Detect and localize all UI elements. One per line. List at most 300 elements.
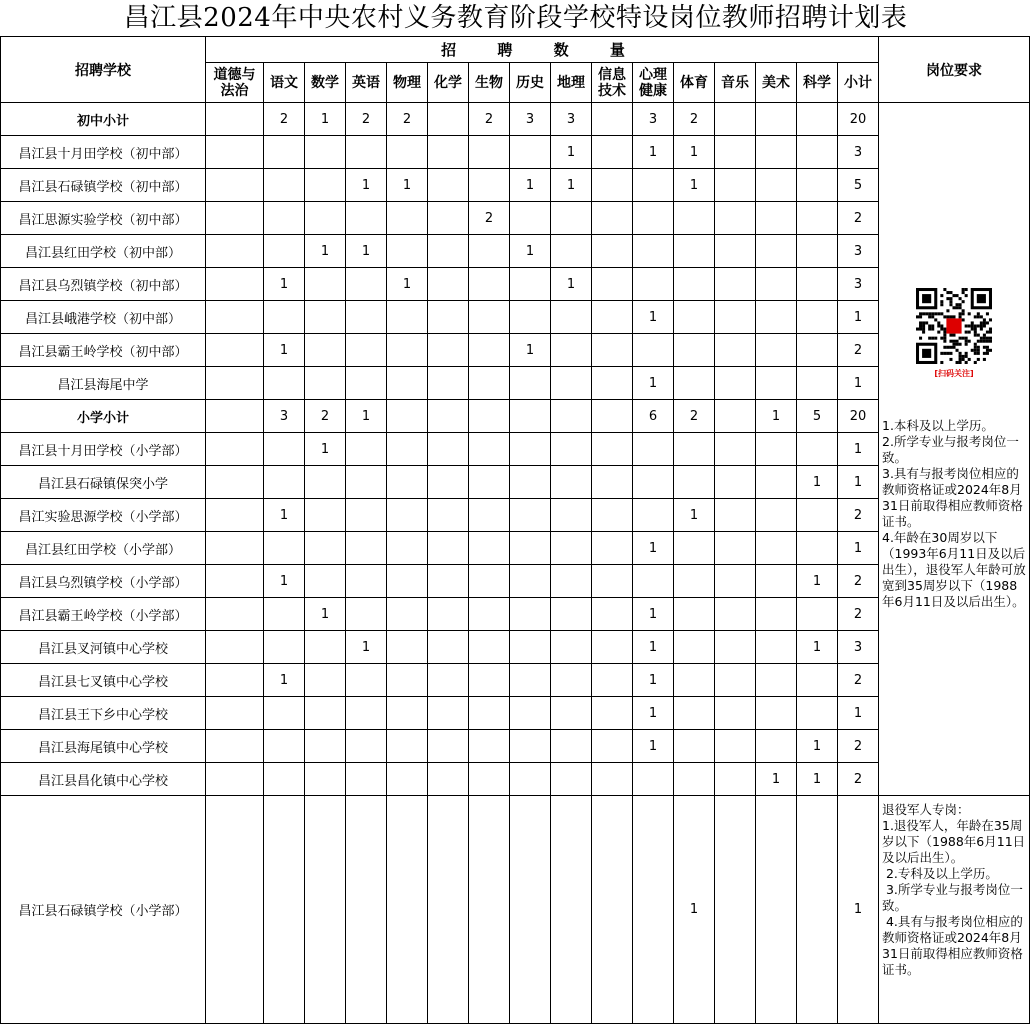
quantity-cell — [715, 235, 756, 268]
quantity-cell — [264, 598, 305, 631]
quantity-cell — [551, 532, 592, 565]
subtotal-row — [1, 103, 1030, 136]
quantity-cell — [469, 763, 510, 796]
quantity-cell — [387, 697, 428, 730]
school-name: 小学小计 — [1, 400, 206, 433]
quantity-cell — [206, 763, 264, 796]
subtotal-cell: 3 — [838, 631, 879, 664]
quantity-cell — [387, 796, 428, 1024]
quantity-cell — [264, 697, 305, 730]
quantity-cell — [510, 631, 551, 664]
quantity-cell — [551, 400, 592, 433]
quantity-cell — [674, 433, 715, 466]
quantity-cell — [305, 763, 346, 796]
subtotal-cell: 20 — [838, 103, 879, 136]
school-name: 昌江县石碌镇学校（初中部） — [1, 169, 206, 202]
quantity-cell — [346, 301, 387, 334]
quantity-cell: 1 — [264, 334, 305, 367]
quantity-cell — [756, 664, 797, 697]
quantity-cell: 2 — [469, 202, 510, 235]
quantity-cell — [551, 367, 592, 400]
quantity-cell — [510, 532, 551, 565]
quantity-cell — [469, 796, 510, 1024]
quantity-cell — [206, 730, 264, 763]
header-subject: 音乐 — [715, 63, 756, 103]
quantity-cell — [674, 532, 715, 565]
header-subject: 地理 — [551, 63, 592, 103]
quantity-cell — [551, 499, 592, 532]
quantity-cell — [592, 466, 633, 499]
quantity-cell — [387, 136, 428, 169]
quantity-cell — [305, 532, 346, 565]
quantity-cell — [715, 202, 756, 235]
quantity-cell — [305, 169, 346, 202]
quantity-cell — [469, 301, 510, 334]
quantity-cell — [305, 697, 346, 730]
quantity-cell — [756, 697, 797, 730]
quantity-cell — [715, 400, 756, 433]
quantity-cell — [797, 367, 838, 400]
quantity-cell: 1 — [633, 136, 674, 169]
quantity-cell — [305, 136, 346, 169]
quantity-cell — [206, 697, 264, 730]
quantity-cell — [469, 532, 510, 565]
quantity-cell — [206, 367, 264, 400]
quantity-cell — [264, 433, 305, 466]
quantity-cell: 3 — [264, 400, 305, 433]
quantity-cell: 1 — [387, 169, 428, 202]
quantity-cell — [510, 301, 551, 334]
quantity-cell — [206, 796, 264, 1024]
quantity-cell — [551, 664, 592, 697]
quantity-cell: 1 — [305, 235, 346, 268]
quantity-cell: 1 — [264, 268, 305, 301]
quantity-cell — [346, 532, 387, 565]
quantity-cell — [797, 103, 838, 136]
quantity-cell — [674, 268, 715, 301]
quantity-cell: 1 — [346, 631, 387, 664]
quantity-cell — [674, 202, 715, 235]
quantity-cell — [715, 499, 756, 532]
table-row — [1, 664, 1030, 697]
quantity-cell — [715, 169, 756, 202]
subtotal-cell: 1 — [838, 433, 879, 466]
quantity-cell — [715, 532, 756, 565]
subtotal-cell: 1 — [838, 796, 879, 1024]
header-subject: 语文 — [264, 63, 305, 103]
school-name: 昌江县叉河镇中心学校 — [1, 631, 206, 664]
quantity-cell — [715, 367, 756, 400]
quantity-cell — [387, 598, 428, 631]
header-quantity: 招 聘 数 量 — [206, 37, 879, 63]
quantity-cell — [674, 301, 715, 334]
quantity-cell — [715, 631, 756, 664]
requirement-line: 1.本科及以上学历。 — [882, 418, 994, 433]
quantity-cell: 1 — [551, 268, 592, 301]
quantity-cell — [305, 631, 346, 664]
subtotal-cell: 2 — [838, 202, 879, 235]
quantity-cell — [469, 466, 510, 499]
quantity-cell — [551, 334, 592, 367]
quantity-cell — [633, 202, 674, 235]
quantity-cell — [206, 631, 264, 664]
quantity-cell — [756, 334, 797, 367]
quantity-cell — [715, 136, 756, 169]
quantity-cell — [305, 268, 346, 301]
quantity-cell: 1 — [756, 763, 797, 796]
school-name: 昌江县海尾镇中心学校 — [1, 730, 206, 763]
quantity-cell — [797, 268, 838, 301]
quantity-cell: 1 — [633, 598, 674, 631]
quantity-cell — [592, 631, 633, 664]
school-name: 昌江思源实验学校（初中部） — [1, 202, 206, 235]
quantity-cell — [346, 598, 387, 631]
quantity-cell — [206, 664, 264, 697]
quantity-cell — [592, 235, 633, 268]
quantity-cell — [469, 400, 510, 433]
table-row — [1, 235, 1030, 268]
school-name: 初中小计 — [1, 103, 206, 136]
quantity-cell — [206, 334, 264, 367]
quantity-cell — [797, 235, 838, 268]
quantity-cell — [633, 565, 674, 598]
table-row — [1, 730, 1030, 763]
quantity-cell: 1 — [264, 565, 305, 598]
quantity-cell — [797, 433, 838, 466]
quantity-cell — [592, 367, 633, 400]
header-subject: 信息 技术 — [592, 63, 633, 103]
quantity-cell — [715, 598, 756, 631]
quantity-cell — [206, 103, 264, 136]
requirement-line: 4.年龄在30周岁以下（1993年6月11日及以后出生），退役军人年龄可放宽到35周岁以下（1988年6月11日及以后出生）。 — [882, 530, 1026, 609]
quantity-cell — [428, 136, 469, 169]
quantity-cell: 1 — [264, 664, 305, 697]
quantity-cell — [592, 697, 633, 730]
quantity-cell — [387, 202, 428, 235]
quantity-cell: 1 — [756, 400, 797, 433]
quantity-cell — [428, 499, 469, 532]
table-row — [1, 268, 1030, 301]
quantity-cell — [206, 136, 264, 169]
quantity-cell: 1 — [674, 499, 715, 532]
quantity-cell: 1 — [633, 664, 674, 697]
subtotal-cell: 2 — [838, 730, 879, 763]
subtotal-cell: 2 — [838, 499, 879, 532]
quantity-cell — [756, 367, 797, 400]
table-row — [1, 532, 1030, 565]
quantity-cell — [428, 433, 469, 466]
quantity-cell — [428, 631, 469, 664]
quantity-cell — [510, 367, 551, 400]
quantity-cell — [592, 763, 633, 796]
quantity-cell — [551, 598, 592, 631]
quantity-cell: 1 — [510, 169, 551, 202]
quantity-cell — [510, 796, 551, 1024]
quantity-cell — [346, 466, 387, 499]
quantity-cell — [674, 697, 715, 730]
quantity-cell — [797, 334, 838, 367]
quantity-cell — [797, 136, 838, 169]
school-name: 昌江县红田学校（初中部） — [1, 235, 206, 268]
school-name: 昌江县霸王岭学校（初中部） — [1, 334, 206, 367]
quantity-cell: 1 — [305, 433, 346, 466]
veteran-requirement-line: 3.所学专业与报考岗位一致。 — [882, 882, 1023, 913]
quantity-cell — [387, 631, 428, 664]
quantity-cell: 1 — [346, 235, 387, 268]
quantity-cell — [756, 466, 797, 499]
school-name: 昌江县石碌镇保突小学 — [1, 466, 206, 499]
school-name: 昌江县石碌镇学校（小学部） — [1, 796, 206, 1024]
quantity-cell — [428, 466, 469, 499]
quantity-cell — [469, 169, 510, 202]
subtotal-cell: 1 — [838, 466, 879, 499]
quantity-cell — [592, 730, 633, 763]
quantity-cell — [715, 334, 756, 367]
quantity-cell — [206, 598, 264, 631]
quantity-cell — [797, 169, 838, 202]
quantity-cell — [756, 631, 797, 664]
quantity-cell — [715, 730, 756, 763]
quantity-cell: 1 — [387, 268, 428, 301]
quantity-cell — [756, 730, 797, 763]
quantity-cell: 2 — [674, 103, 715, 136]
quantity-cell: 3 — [551, 103, 592, 136]
quantity-cell — [715, 565, 756, 598]
header-subject: 小计 — [838, 63, 879, 103]
table-row — [1, 499, 1030, 532]
quantity-cell: 2 — [264, 103, 305, 136]
quantity-cell — [797, 499, 838, 532]
quantity-cell: 1 — [797, 466, 838, 499]
quantity-cell: 1 — [674, 169, 715, 202]
header-requirements: 岗位要求 — [879, 37, 1030, 103]
school-name: 昌江县十月田学校（小学部） — [1, 433, 206, 466]
quantity-cell — [428, 202, 469, 235]
quantity-cell — [264, 136, 305, 169]
quantity-cell — [797, 664, 838, 697]
quantity-cell: 1 — [797, 631, 838, 664]
subtotal-cell: 2 — [838, 763, 879, 796]
subtotal-cell: 2 — [838, 664, 879, 697]
quantity-cell — [674, 565, 715, 598]
subtotal-cell: 2 — [838, 334, 879, 367]
quantity-cell: 1 — [633, 367, 674, 400]
quantity-cell — [633, 334, 674, 367]
quantity-cell — [715, 664, 756, 697]
subtotal-row — [1, 400, 1030, 433]
quantity-cell — [264, 202, 305, 235]
quantity-cell — [551, 301, 592, 334]
header-subject: 心理 健康 — [633, 63, 674, 103]
quantity-cell — [674, 235, 715, 268]
table-row — [1, 301, 1030, 334]
quantity-cell — [346, 367, 387, 400]
quantity-cell — [756, 532, 797, 565]
requirement-line: 2.所学专业与报考岗位一致。 — [882, 434, 1019, 465]
quantity-cell — [797, 796, 838, 1024]
header-subject: 生物 — [469, 63, 510, 103]
subtotal-cell: 2 — [838, 598, 879, 631]
school-name: 昌江县乌烈镇学校（小学部） — [1, 565, 206, 598]
quantity-cell — [592, 400, 633, 433]
quantity-cell: 1 — [797, 730, 838, 763]
veteran-requirement-line: 4.具有与报考岗位相应的教师资格证或2024年8月31日前取得相应教师资格证书。 — [882, 914, 1023, 977]
quantity-cell: 2 — [346, 103, 387, 136]
quantity-cell — [387, 730, 428, 763]
table-row — [1, 367, 1030, 400]
quantity-cell — [428, 763, 469, 796]
quantity-cell — [469, 730, 510, 763]
subtotal-cell: 5 — [838, 169, 879, 202]
quantity-cell: 1 — [510, 334, 551, 367]
quantity-cell — [428, 367, 469, 400]
quantity-cell — [592, 565, 633, 598]
school-name: 昌江县昌化镇中心学校 — [1, 763, 206, 796]
quantity-cell — [387, 334, 428, 367]
quantity-cell — [305, 301, 346, 334]
quantity-cell — [510, 598, 551, 631]
quantity-cell — [756, 235, 797, 268]
quantity-cell — [551, 433, 592, 466]
quantity-cell — [428, 268, 469, 301]
school-name: 昌江县王下乡中心学校 — [1, 697, 206, 730]
quantity-cell — [305, 730, 346, 763]
quantity-cell: 1 — [633, 301, 674, 334]
quantity-cell — [305, 499, 346, 532]
quantity-cell — [346, 136, 387, 169]
table-row — [1, 598, 1030, 631]
quantity-cell: 1 — [633, 532, 674, 565]
quantity-cell — [264, 367, 305, 400]
quantity-cell — [633, 433, 674, 466]
header-subject: 历史 — [510, 63, 551, 103]
quantity-cell — [797, 301, 838, 334]
page-title: 昌江县2024年中央农村义务教育阶段学校特设岗位教师招聘计划表 — [123, 3, 908, 33]
quantity-cell — [715, 697, 756, 730]
quantity-cell — [756, 598, 797, 631]
quantity-cell — [633, 268, 674, 301]
quantity-cell — [674, 367, 715, 400]
quantity-cell — [469, 268, 510, 301]
header-school: 招聘学校 — [1, 37, 206, 103]
quantity-cell: 2 — [387, 103, 428, 136]
quantity-cell — [797, 532, 838, 565]
quantity-cell — [551, 235, 592, 268]
quantity-cell: 1 — [633, 697, 674, 730]
quantity-cell — [346, 268, 387, 301]
qr-code-icon — [916, 288, 992, 364]
quantity-cell — [510, 664, 551, 697]
quantity-cell: 2 — [674, 400, 715, 433]
quantity-cell — [674, 763, 715, 796]
quantity-cell — [387, 664, 428, 697]
quantity-cell — [428, 235, 469, 268]
quantity-cell — [469, 598, 510, 631]
header-subject: 数学 — [305, 63, 346, 103]
quantity-cell: 2 — [305, 400, 346, 433]
quantity-cell — [551, 730, 592, 763]
quantity-cell — [469, 334, 510, 367]
quantity-cell — [633, 763, 674, 796]
subtotal-cell: 3 — [838, 268, 879, 301]
quantity-cell — [387, 301, 428, 334]
quantity-cell — [264, 730, 305, 763]
quantity-cell: 1 — [797, 565, 838, 598]
quantity-cell: 1 — [305, 598, 346, 631]
quantity-cell — [756, 136, 797, 169]
quantity-cell — [206, 400, 264, 433]
table-row — [1, 565, 1030, 598]
header-subject: 英语 — [346, 63, 387, 103]
quantity-cell — [551, 697, 592, 730]
quantity-cell — [715, 796, 756, 1024]
table-row — [1, 697, 1030, 730]
quantity-cell — [510, 730, 551, 763]
subtotal-cell: 3 — [838, 235, 879, 268]
quantity-cell — [387, 433, 428, 466]
quantity-cell — [346, 763, 387, 796]
table-row — [1, 433, 1030, 466]
header-subject: 美术 — [756, 63, 797, 103]
quantity-cell — [592, 169, 633, 202]
quantity-cell — [756, 796, 797, 1024]
quantity-cell — [551, 202, 592, 235]
quantity-cell — [206, 301, 264, 334]
table-row — [1, 202, 1030, 235]
header-subject: 化学 — [428, 63, 469, 103]
quantity-cell — [756, 499, 797, 532]
quantity-cell — [592, 301, 633, 334]
quantity-cell — [551, 796, 592, 1024]
quantity-cell — [510, 466, 551, 499]
quantity-cell — [756, 103, 797, 136]
quantity-cell — [206, 268, 264, 301]
quantity-cell — [674, 466, 715, 499]
quantity-cell — [428, 730, 469, 763]
quantity-cell — [206, 532, 264, 565]
quantity-cell: 1 — [633, 730, 674, 763]
quantity-cell — [551, 631, 592, 664]
quantity-cell — [592, 664, 633, 697]
quantity-cell — [305, 664, 346, 697]
quantity-cell — [264, 235, 305, 268]
quantity-cell — [674, 334, 715, 367]
quantity-cell — [674, 730, 715, 763]
quantity-cell — [428, 664, 469, 697]
quantity-cell — [428, 301, 469, 334]
quantity-cell: 1 — [305, 103, 346, 136]
quantity-cell — [592, 103, 633, 136]
quantity-cell — [346, 433, 387, 466]
quantity-cell — [510, 400, 551, 433]
quantity-cell — [592, 202, 633, 235]
quantity-cell — [305, 796, 346, 1024]
quantity-cell — [592, 136, 633, 169]
veteran-requirement-line: 2.专科及以上学历。 — [882, 866, 998, 881]
quantity-cell — [469, 367, 510, 400]
requirements-general — [879, 103, 1030, 796]
quantity-cell — [469, 664, 510, 697]
quantity-cell — [428, 796, 469, 1024]
quantity-cell: 1 — [633, 631, 674, 664]
subtotal-cell: 1 — [838, 697, 879, 730]
quantity-cell — [633, 235, 674, 268]
quantity-cell — [428, 532, 469, 565]
quantity-cell — [510, 136, 551, 169]
quantity-cell — [633, 169, 674, 202]
quantity-cell — [428, 334, 469, 367]
quantity-cell — [633, 499, 674, 532]
